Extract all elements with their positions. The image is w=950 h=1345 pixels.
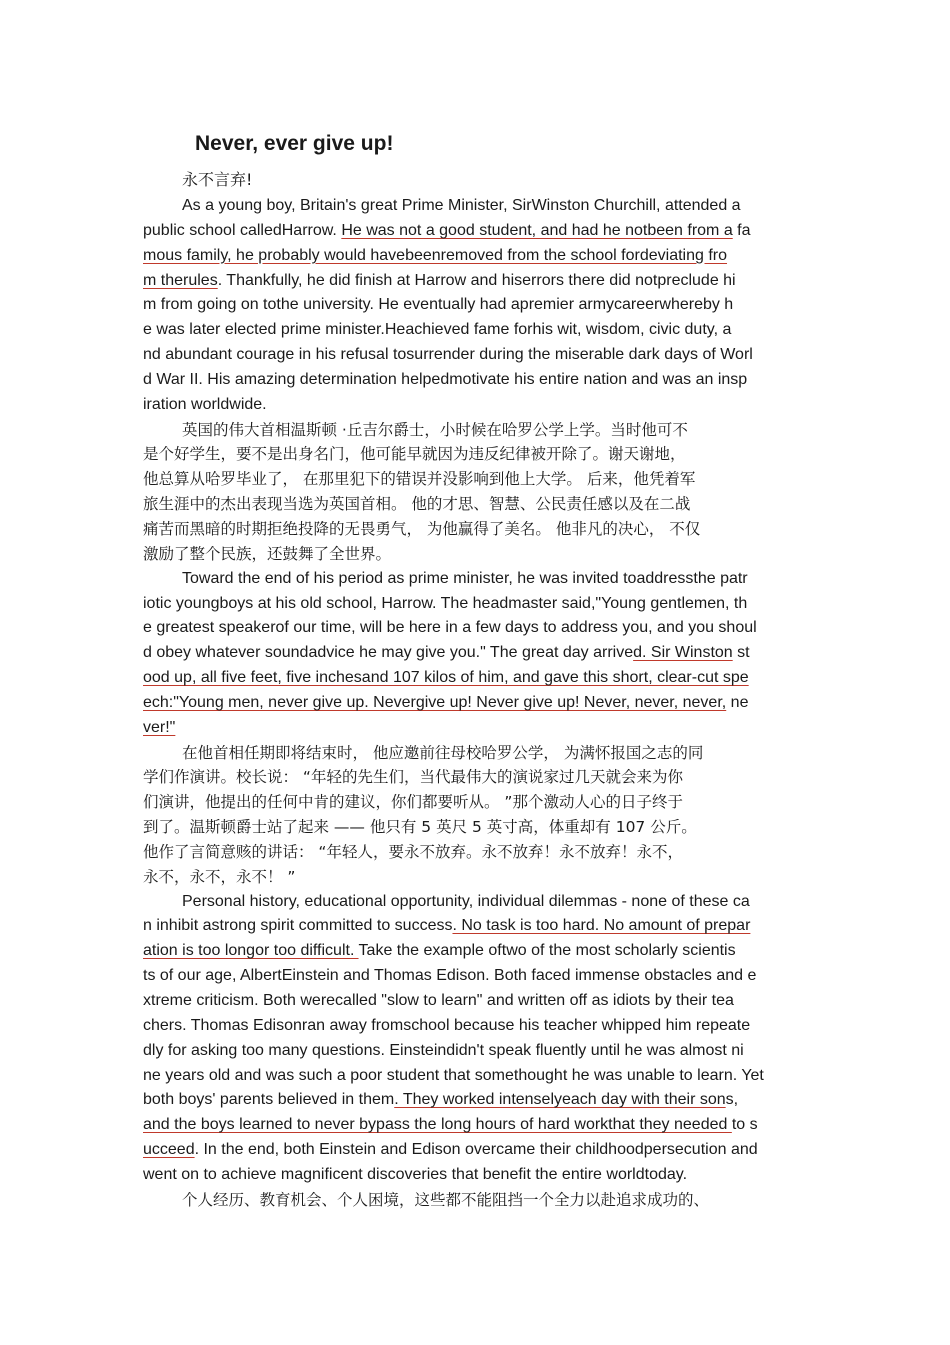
text-segment: s, (725, 1091, 739, 1109)
text-line (143, 765, 843, 790)
text-segment: 永不，永不，永不！ ” (143, 867, 296, 886)
underlined-text: ucceed (143, 1141, 195, 1159)
text-line (143, 219, 843, 244)
text-segment: went on to achieve magnificent discoveries that benefit the entire worldtoday. (143, 1165, 688, 1183)
text-line (143, 517, 843, 542)
text-segment: both boys' parents believed in them (143, 1091, 395, 1109)
article-body (143, 194, 843, 1188)
text-segment: . In the end, both Einstein and Edison overcame their childhoodpersecution and (194, 1141, 758, 1159)
text-line (143, 616, 843, 641)
text-segment: dly for asking too many questions. Einsteindidn't speak fluently until he was almost ni (143, 1041, 744, 1059)
text-segment: 英国的伟大首相温斯顿 ·丘吉尔爵士，小时候在哈罗公学上学。当时他可不 (182, 420, 688, 439)
text-segment: xtreme criticism. Both werecalled "slow to learn" and written off as idiots by their tea (143, 992, 734, 1009)
underlined-text: mous family, he probably would havebeenremoved from the school fordeviating fro (143, 246, 728, 264)
text-segment: 痛苦而黑暗的时期拒绝投降的无畏勇气， 为他赢得了美名。 他非凡的决心， 不仅 (143, 519, 701, 538)
text-line (143, 492, 843, 517)
text-segment: 他作了言简意赅的讲话： “年轻人，要永不放弃。永不放弃！永不放弃！永不， (143, 842, 683, 861)
text-line (143, 1064, 843, 1089)
text-line (143, 1014, 843, 1039)
text-line (143, 1088, 843, 1113)
text-segment: nd abundant courage in his refusal tosurrender during the miserable dark days of Worl (143, 346, 753, 364)
text-line (143, 641, 843, 666)
text-line (143, 691, 843, 716)
underlined-text: . They worked intenselyeach day with their son (394, 1091, 726, 1109)
text-segment: m from going on tothe university. He eventually had apremier armycareerwhereby h (143, 296, 734, 314)
underlined-text: ech:"Young men, never give up. Nevergive up! Never give up! Never, never, never, (143, 693, 727, 711)
text-line (143, 914, 843, 939)
text-segment: . Thankfully, he did finish at Harrow and hiserrors there did notpreclude hi (217, 271, 736, 289)
text-line (143, 716, 843, 741)
text-line (143, 194, 843, 219)
text-line (143, 890, 843, 915)
text-segment: ne (726, 693, 749, 711)
text-line (143, 865, 843, 890)
text-segment: st (732, 644, 750, 662)
text-line (143, 592, 843, 617)
text-line (143, 418, 843, 443)
text-line (143, 840, 843, 865)
text-segment: Toward the end of his period as prime minister, he was invited toaddressthe patr (182, 569, 748, 587)
text-line (143, 293, 843, 318)
text-line (143, 1163, 843, 1188)
text-line (143, 741, 843, 766)
text-segment: fa (732, 221, 751, 239)
text-segment: public school calledHarrow. (143, 221, 342, 239)
text-line (143, 542, 843, 567)
text-segment: 们演讲，他提出的任何中肯的建议，你们都要听从。 ”那个激动人心的日子终于 (143, 793, 683, 812)
page-title: Never, ever give up! (195, 132, 394, 155)
text-line (143, 666, 843, 691)
underlined-text: . No task is too hard. No amount of prepar (452, 917, 751, 935)
underlined-text: ver!" (143, 718, 176, 736)
text-line (143, 939, 843, 964)
text-line (143, 269, 843, 294)
text-segment: 旅生涯中的杰出表现当选为英国首相。 他的才思、智慧、公民责任感以及在二战 (143, 495, 691, 514)
text-segment: As a young boy, Britain's great Prime Minister, SirWinston Churchill, attended a (182, 197, 741, 214)
chinese-paragraph-tail: 个人经历、教育机会、个人困境，这些都不能阻挡一个全力以赴追求成功的、 (182, 1191, 710, 1209)
text-segment: ne years old and was such a poor student that somethought he was unable to learn. Yet (143, 1066, 764, 1084)
text-segment: 他总算从哈罗毕业了， 在那里犯下的错误并没影响到他上大学。 后来，他凭着军 (143, 470, 696, 489)
text-segment: iration worldwide. (143, 395, 267, 413)
text-segment: Take the example oftwo of the most scholarly scientis (358, 942, 736, 960)
text-segment: e was later elected prime minister.Heachieved fame forhis wit, wisdom, civic duty, a (143, 321, 732, 339)
underlined-text: He was not a good student, and had he notbeen from a (341, 221, 733, 239)
text-line (143, 1113, 843, 1138)
underlined-text: ood up, all five feet, five inchesand 107 kilos of him, and gave this short, clear-cut spe (143, 669, 749, 687)
text-segment: 是个好学生，要不是出身名门，他可能早就因为违反纪律被开除了。谢天谢地， (143, 445, 686, 464)
text-line (143, 1039, 843, 1064)
text-segment: 到了。温斯顿爵士站了起来 —— 他只有 5 英尺 5 英寸高，体重却有 107 公斤。 (143, 818, 697, 837)
text-line (143, 790, 843, 815)
text-segment: n inhibit astrong spirit committed to success (143, 917, 453, 935)
text-segment: to s (731, 1116, 758, 1134)
text-line (143, 393, 843, 418)
text-segment: ts of our age, AlbertEinstein and Thomas Edison. Both faced immense obstacles and e (143, 967, 757, 985)
text-segment: Personal history, educational opportunity, individual dilemmas - none of these ca (182, 892, 750, 910)
text-line (143, 244, 843, 269)
text-segment: 学们作演讲。校长说： “年轻的先生们，当代最伟大的演说家过几天就会来为你 (143, 768, 683, 787)
text-line (143, 442, 843, 467)
underlined-text: d. Sir Winston (633, 644, 733, 662)
text-segment: d obey whatever soundadvice he may give you." The great day arrive (143, 644, 634, 662)
text-line (143, 964, 843, 989)
underlined-text: m therules (143, 271, 218, 289)
text-line (143, 989, 843, 1014)
text-line (143, 343, 843, 368)
text-segment: e greatest speakerof our time, will be here in a few days to address you, and you shoul (143, 619, 757, 637)
text-segment: d War II. His amazing determination helpedmotivate his entire nation and was an insp (143, 370, 748, 388)
text-segment: 在他首相任期即将结束时， 他应邀前往母校哈罗公学， 为满怀报国之志的同 (182, 743, 704, 762)
text-line (143, 467, 843, 492)
text-line (143, 567, 843, 592)
underlined-text: and the boys learned to never bypass the long hours of hard workthat they needed (143, 1116, 732, 1134)
text-segment: iotic youngboys at his old school, Harrow. The headmaster said,"Young gentlemen, th (143, 594, 748, 612)
chinese-subtitle: 永不言弃! (182, 170, 253, 189)
text-line (143, 368, 843, 393)
text-line (143, 318, 843, 343)
text-segment: 激励了整个民族，还鼓舞了全世界。 (143, 544, 392, 563)
text-line (143, 1138, 843, 1163)
underlined-text: ation is too longor too difficult. (143, 942, 359, 960)
text-segment: chers. Thomas Edisonran away fromschool because his teacher whipped him repeate (143, 1016, 751, 1034)
text-line (143, 815, 843, 840)
